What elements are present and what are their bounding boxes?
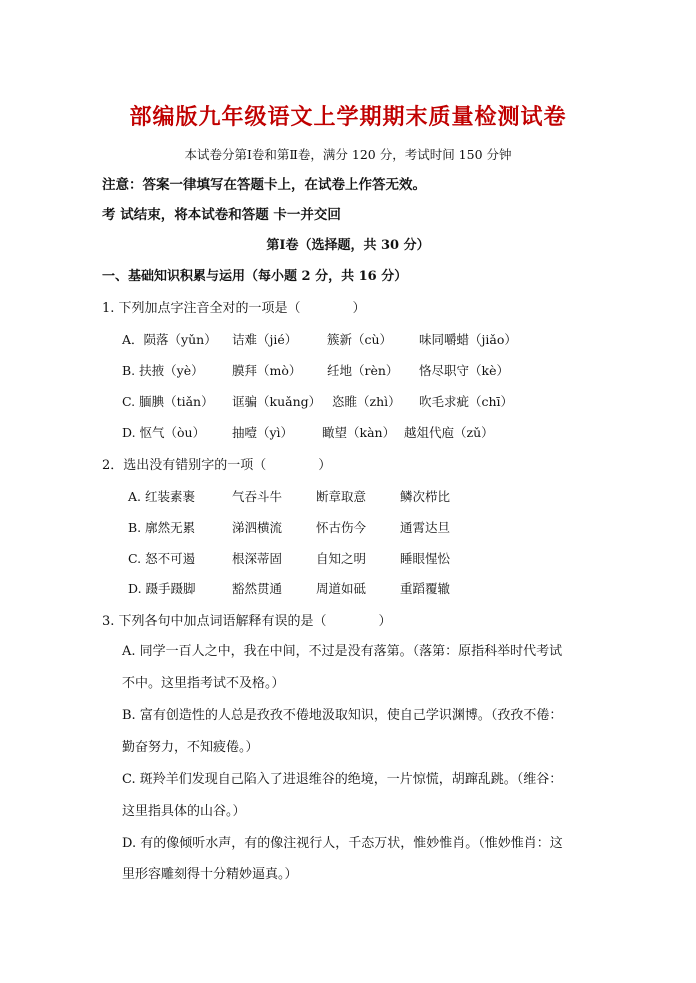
q1-a-4: 味同嚼蜡（jiǎo） — [419, 332, 517, 347]
notice-answer-sheet: 注意：答案一律填写在答题卡上，在试卷上作答无效。 — [102, 177, 426, 193]
q2-b-4: 通霄达旦 — [400, 520, 451, 535]
q3-stem: 3. 下列各句中加点词语解释有误的是（ ） — [102, 614, 392, 629]
q2-a-2: 气吞斗牛 — [232, 489, 283, 504]
q1-c-3: 恣睢（zhì） — [332, 394, 401, 409]
q2-d-4: 重蹈覆辙 — [400, 581, 451, 596]
q2-c-4: 睡眼惺忪 — [400, 551, 451, 566]
q2-b-1: B. 廓然无累 — [128, 520, 196, 535]
q2-b-3: 怀古伤今 — [316, 520, 367, 535]
q1-a-3: 簇新（cù） — [327, 332, 393, 347]
notice-exam-end: 考 试结束，将本试卷和答题 卡一并交回 — [102, 207, 341, 223]
q1-b-1: B. 扶掖（yè） — [122, 363, 204, 378]
q2-c-1: C. 怒不可遏 — [128, 551, 196, 566]
q1-d-1: D. 怄气（òu） — [122, 425, 206, 440]
q2-stem: 2．选出没有错别字的一项（ ） — [102, 458, 332, 473]
q2-a-1: A. 红装素裹 — [128, 489, 195, 504]
q1-c-2: 诓骗（kuǎng） — [232, 394, 322, 409]
exam-subtitle: 本试卷分第Ⅰ卷和第Ⅱ卷，满分 120 分，考试时间 150 分钟 — [184, 147, 512, 162]
q1-a-1: A．陨落（yǔn） — [122, 332, 217, 347]
q1-b-4: 恪尽职守（kè） — [419, 363, 509, 378]
q2-option-b — [128, 519, 450, 537]
q2-d-3: 周道如砥 — [316, 581, 367, 596]
q1-option-b — [122, 362, 509, 380]
q1-option-d — [122, 424, 494, 442]
q1-option-a — [122, 331, 517, 349]
q3-option-d-line1: D. 有的像倾听水声，有的像注视行人，千态万状，惟妙惟肖。（惟妙惟肖：这 — [122, 836, 563, 851]
q1-a-2: 诘难（jié） — [232, 332, 298, 347]
q3-option-b-line2: 勤奋努力，不知疲倦。） — [122, 740, 259, 755]
q3-option-a-line2: 不中。这里指考试不及格。） — [122, 676, 285, 691]
q2-d-1: D. 蹑手蹑脚 — [128, 581, 196, 596]
q2-option-d — [128, 580, 450, 598]
q1-option-c — [122, 393, 513, 411]
q2-c-2: 根深蒂固 — [232, 551, 283, 566]
q2-a-4: 鳞次栉比 — [400, 489, 451, 504]
q1-c-1: C. 腼腆（tiǎn） — [122, 394, 214, 409]
q1-d-3: 瞰望（kàn） — [322, 425, 396, 440]
q1-stem: 1. 下列加点字注音全对的一项是（ ） — [102, 301, 366, 316]
q2-c-3: 自知之明 — [316, 551, 367, 566]
q2-b-2: 涕泗横流 — [232, 520, 283, 535]
q2-option-a — [128, 488, 450, 506]
q2-a-3: 断章取意 — [316, 489, 367, 504]
q3-option-d-line2: 里形容雕刻得十分精妙逼真。） — [122, 867, 298, 882]
section-title: 第Ⅰ卷（选择题，共 30 分） — [266, 238, 430, 253]
exam-title: 部编版九年级语文上学期期末质量检测试卷 — [129, 104, 567, 130]
q1-b-3: 纴地（rèn） — [327, 363, 399, 378]
q2-d-2: 豁然贯通 — [232, 581, 283, 596]
q3-option-c-line2: 这里指具体的山谷。） — [122, 804, 246, 819]
q3-option-b-line1: B. 富有创造性的人总是孜孜不倦地汲取知识，使自己学识渊博。（孜孜不倦： — [122, 708, 563, 723]
q1-b-2: 膜拜（mò） — [232, 363, 302, 378]
q3-option-a-line1: A. 同学一百人之中，我在中间，不过是没有落第。（落第：原指科举时代考试 — [122, 644, 563, 659]
q3-option-c-line1: C. 斑羚羊们发现自己陷入了进退维谷的绝境，一片惊慌，胡蹿乱跳。（维谷： — [122, 772, 563, 787]
q1-c-4: 吹毛求疵（chī） — [419, 394, 514, 409]
part1-heading: 一、基础知识积累与运用（每小题 2 分，共 16 分） — [102, 269, 408, 284]
q2-option-c — [128, 550, 450, 568]
q1-d-4: 越俎代庖（zǔ） — [404, 425, 494, 440]
q1-d-2: 抽噎（yì） — [232, 425, 294, 440]
